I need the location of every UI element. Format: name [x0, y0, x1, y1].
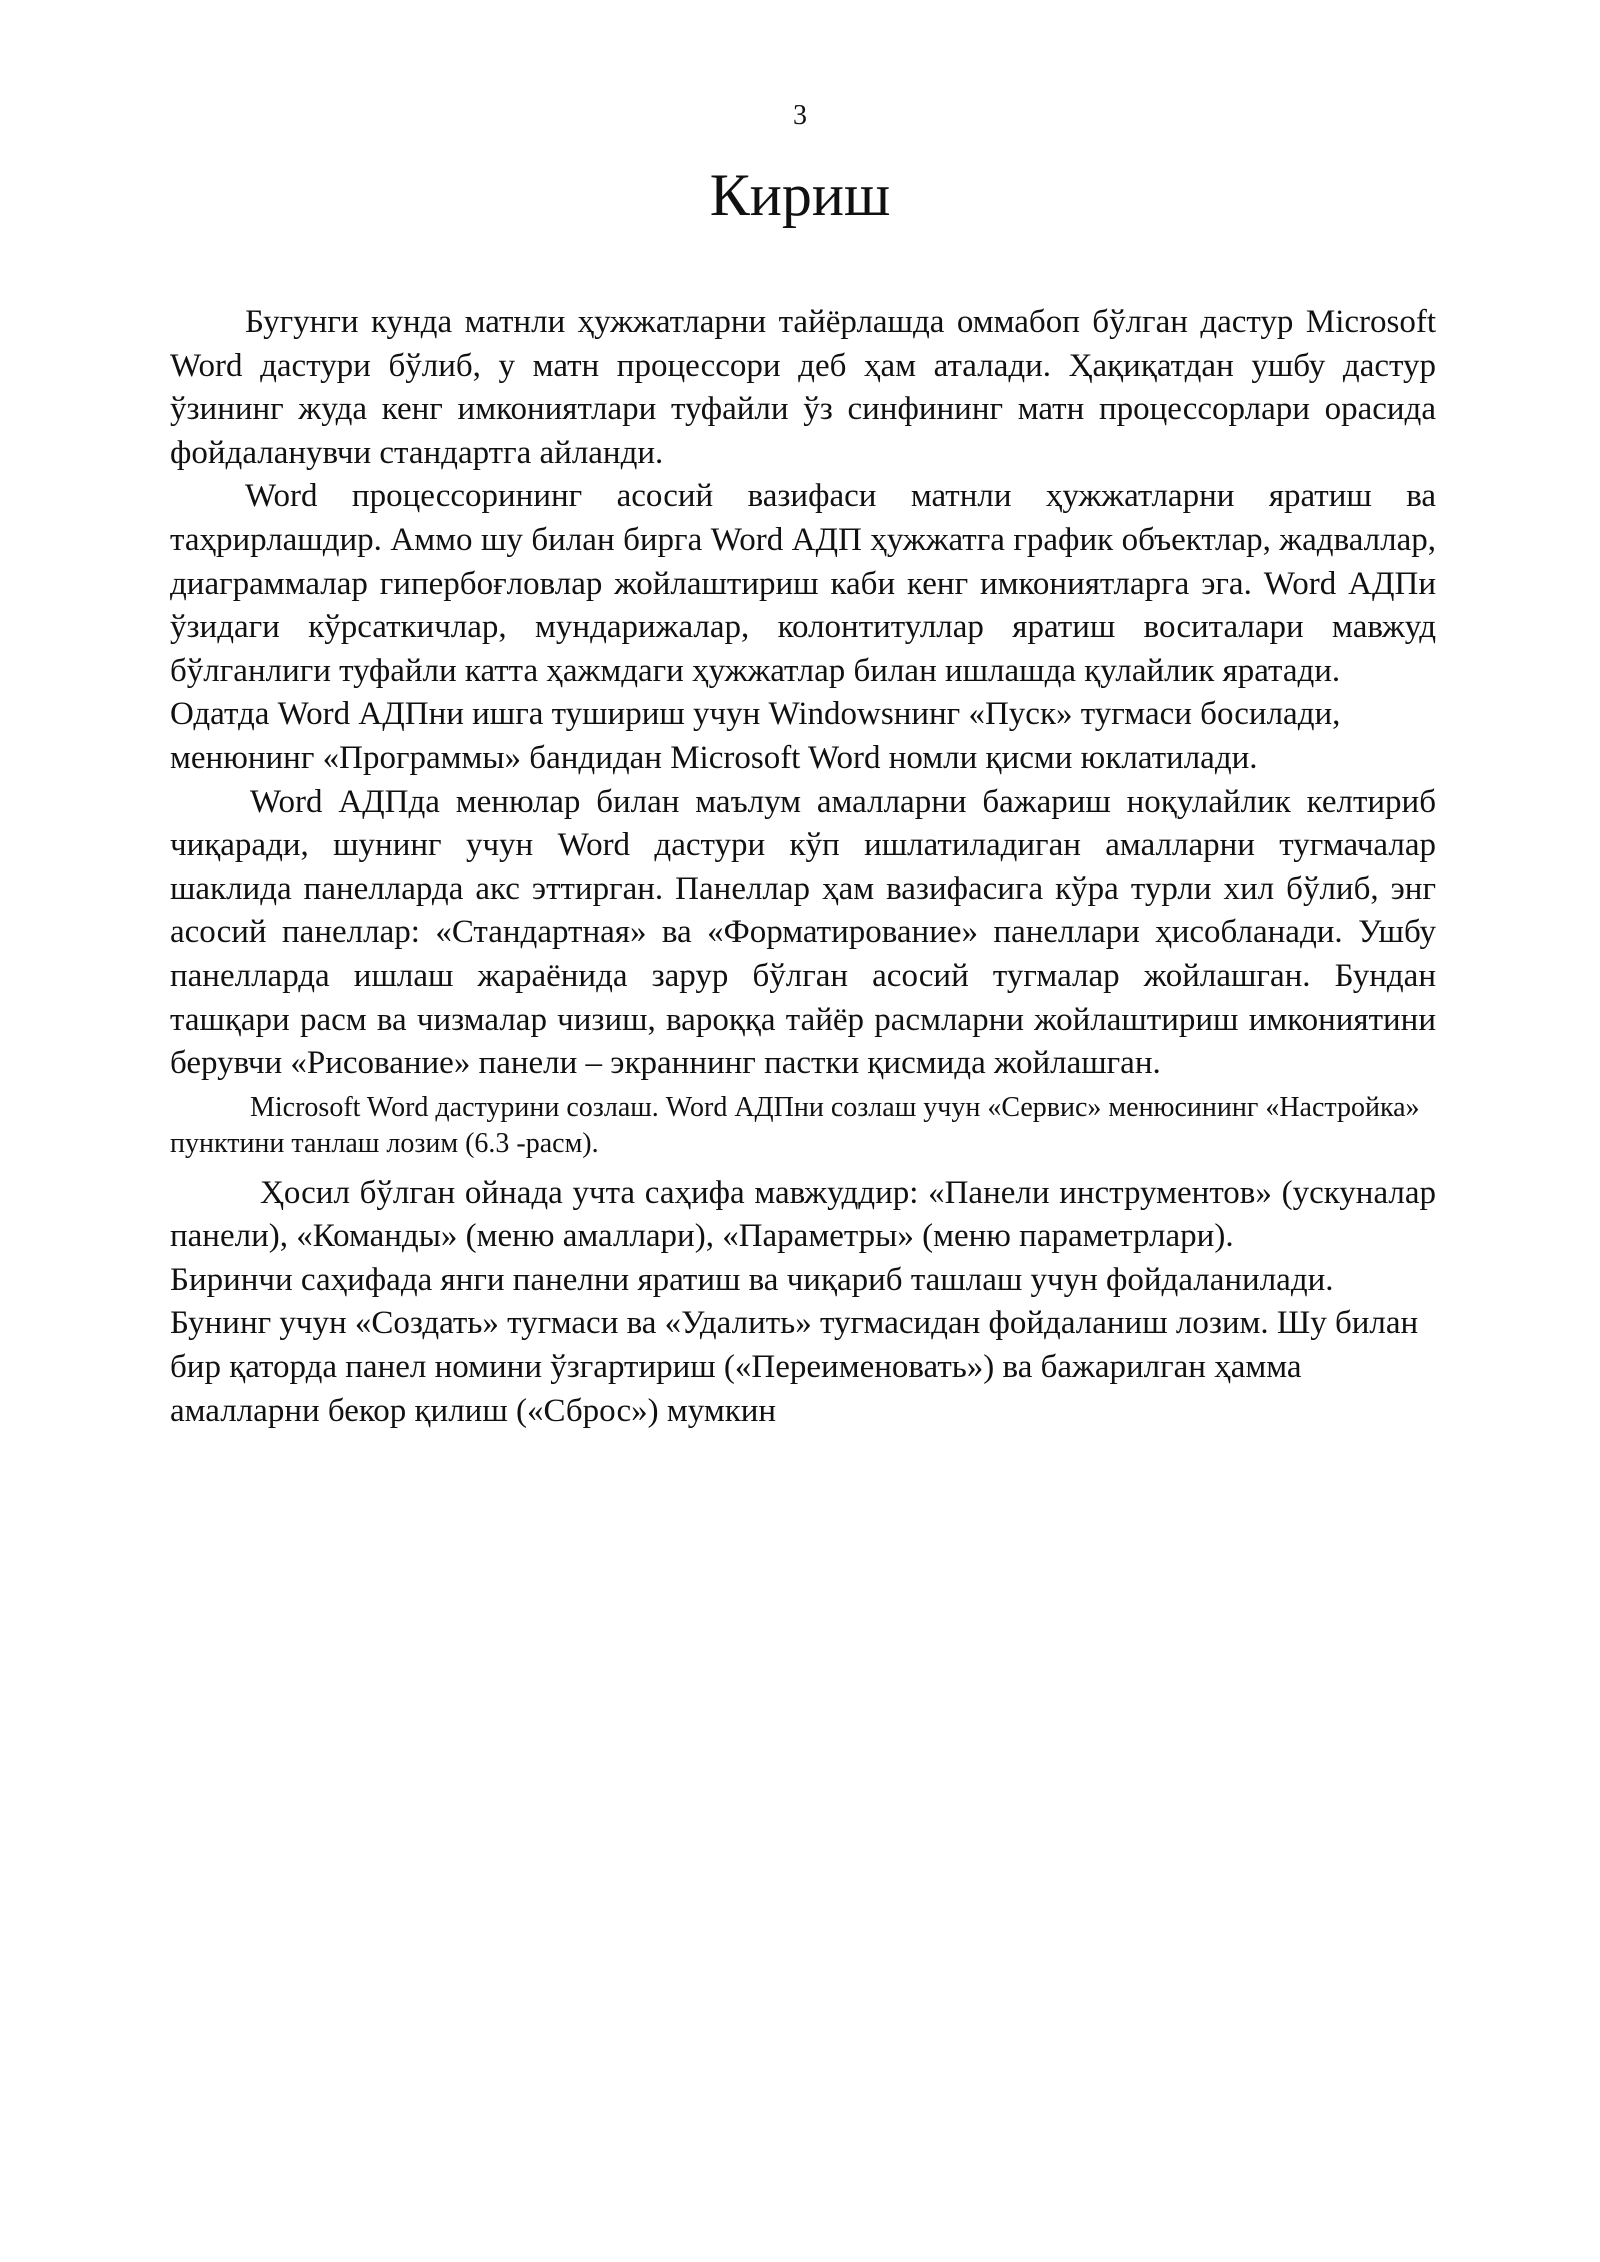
- body-text: [170, 301, 1436, 1433]
- paragraph-launch: Одатда Word АДПни ишга тушириш учун Windowsнинг «Пуск» тугмаси босилади, менюнинг «Программы» бандидан Microsoft Word номли қисми юклатилади.: [170, 696, 1341, 776]
- page-title: Кириш: [709, 162, 891, 228]
- paragraph-word-processor: Word процессорининг асосий вазифаси матнли ҳужжатларни яратиш ва таҳрирлашдир. Аммо шу билан бирга Word АДП ҳужжатга график объектлар, жадваллар, диаграммалар гипербоғловлар жойлаштириш каби кенг имкониятларга эга. Word АДПи ўзидаги кўрсаткичлар, мундарижалар, колонтитуллар яратиш воситалари мавжуд бўлганлиги туфайли катта ҳажмдаги ҳужжатлар билан ишлашда қулайлик яратади.: [170, 478, 1436, 689]
- paragraph-settings-note: Microsoft Word дастурини созлаш. Word АДПни созлаш учун «Сервис» менюсининг «Настройка» пунктини танлаш лозим (6.3 -расм).: [170, 1091, 1420, 1159]
- paragraph-panels: Word АДПда менюлар билан маълум амалларни бажариш ноқулайлик келтириб чиқаради, шунинг учун Word дастури кўп ишлатиладиган амалларни тугмачалар шаклида панелларда акс эттирган. Панеллар ҳам вазифасига кўра турли хил бўлиб, энг асосий панеллар: «Стандартная» ва «Форматирование» панеллари ҳисобланади. Ушбу панелларда ишлаш жараёнида зарур бўлган асосий тугмалар жойлашган. Бундан ташқари расм ва чизмалар чизиш, вароққа тайёр расмларни жойлаштириш имкониятини берувчи «Рисование» панели – экраннинг пастки қисмида жойлашган.: [170, 783, 1436, 1082]
- page-number: 3: [793, 100, 807, 131]
- paragraph-intro: Бугунги кунда матнли ҳужжатларни тайёрлашда оммабоп бўлган дастур Microsoft Word дастури бўлиб, у матн процессори деб ҳам аталади. Ҳақиқатдан ушбу дастур ўзининг жуда кенг имкониятлари туфайли ўз синфининг матн процессорлари орасида фойдаланувчи стандартга айланди.: [170, 304, 1436, 471]
- paragraph-first-page: Биринчи саҳифада янги панелни яратиш ва чиқариб ташлаш учун фойдаланилади. Бунинг учун «Создать» тугмаси ва «Удалить» тугмасидан фойдаланиш лозим. Шу билан бир қаторда панел номини ўзгартириш («Переименовать») ва бажарилган ҳамма амалларни бекор қилиш («Сброс») мумкин: [170, 1261, 1419, 1429]
- paragraph-dialog-pages: Ҳосил бўлган ойнада учта саҳифа мавжуддир: «Панели инструментов» (ускуналар панели), «Команды» (меню амаллари), «Параметры» (меню параметрлари).: [170, 1174, 1436, 1255]
